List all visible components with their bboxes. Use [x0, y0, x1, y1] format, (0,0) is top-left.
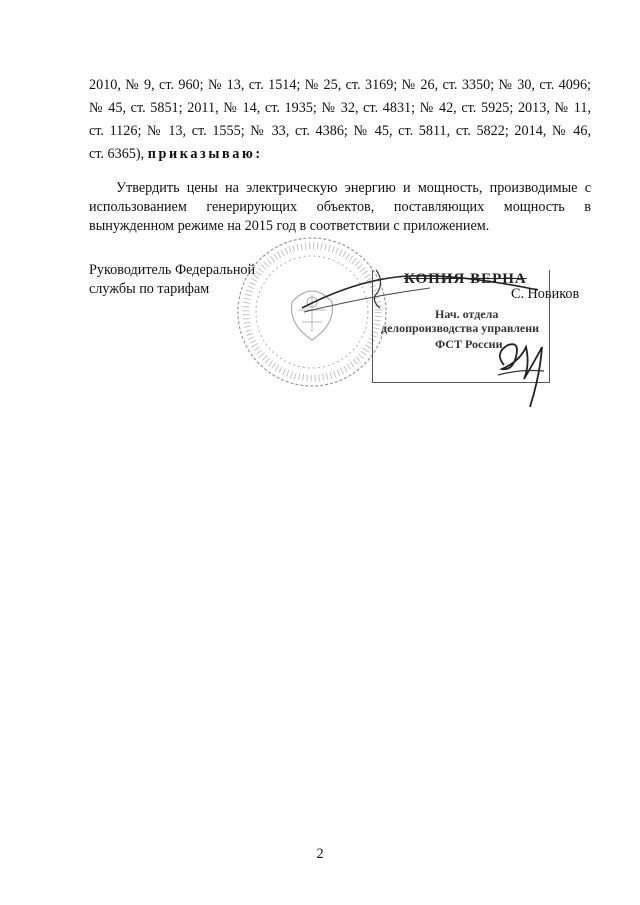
body-text-line: № 45, ст. 5851; 2011, № 14, ст. 1935; № 32, ст. 4831; № 42, ст. 5925; 2013, № 11,: [89, 100, 591, 116]
body-text-fragment: ст. 6365),: [89, 146, 145, 162]
signatory-position: Руководитель Федеральной: [89, 262, 256, 278]
signer-name: С. Новиков: [511, 286, 580, 302]
order-keyword: приказываю:: [147, 146, 263, 162]
stamp-line: Нач. отдела: [435, 307, 499, 321]
resolution-text-line: использованием генерирующих объектов, поставляющих мощность в: [89, 199, 591, 215]
stamp-line: ФСТ России: [435, 337, 503, 351]
resolution-text-line: Утвердить цены на электрическую энергию и мощность, производимые с: [116, 180, 591, 196]
signatory-position: службы по тарифам: [89, 281, 210, 297]
stamp-title: КОПИЯ ВЕРНА: [404, 271, 527, 287]
handwritten-signature-icon: [490, 335, 550, 410]
body-text-line: 2010, № 9, ст. 960; № 13, ст. 1514; № 25, ст. 3169; № 26, ст. 3350; № 30, ст. 4096;: [89, 77, 591, 93]
body-text-line: ст. 1126; № 13, ст. 1555; № 33, ст. 4386; № 45, ст. 5811, ст. 5822; 2014, № 46,: [89, 123, 591, 139]
page-number: 2: [316, 846, 324, 862]
stamp-line: делопроизводства управлени: [381, 321, 540, 335]
body-text-line: [89, 145, 263, 164]
resolution-text-line: вынужденном режиме на 2015 год в соответствии с приложением.: [89, 218, 490, 234]
